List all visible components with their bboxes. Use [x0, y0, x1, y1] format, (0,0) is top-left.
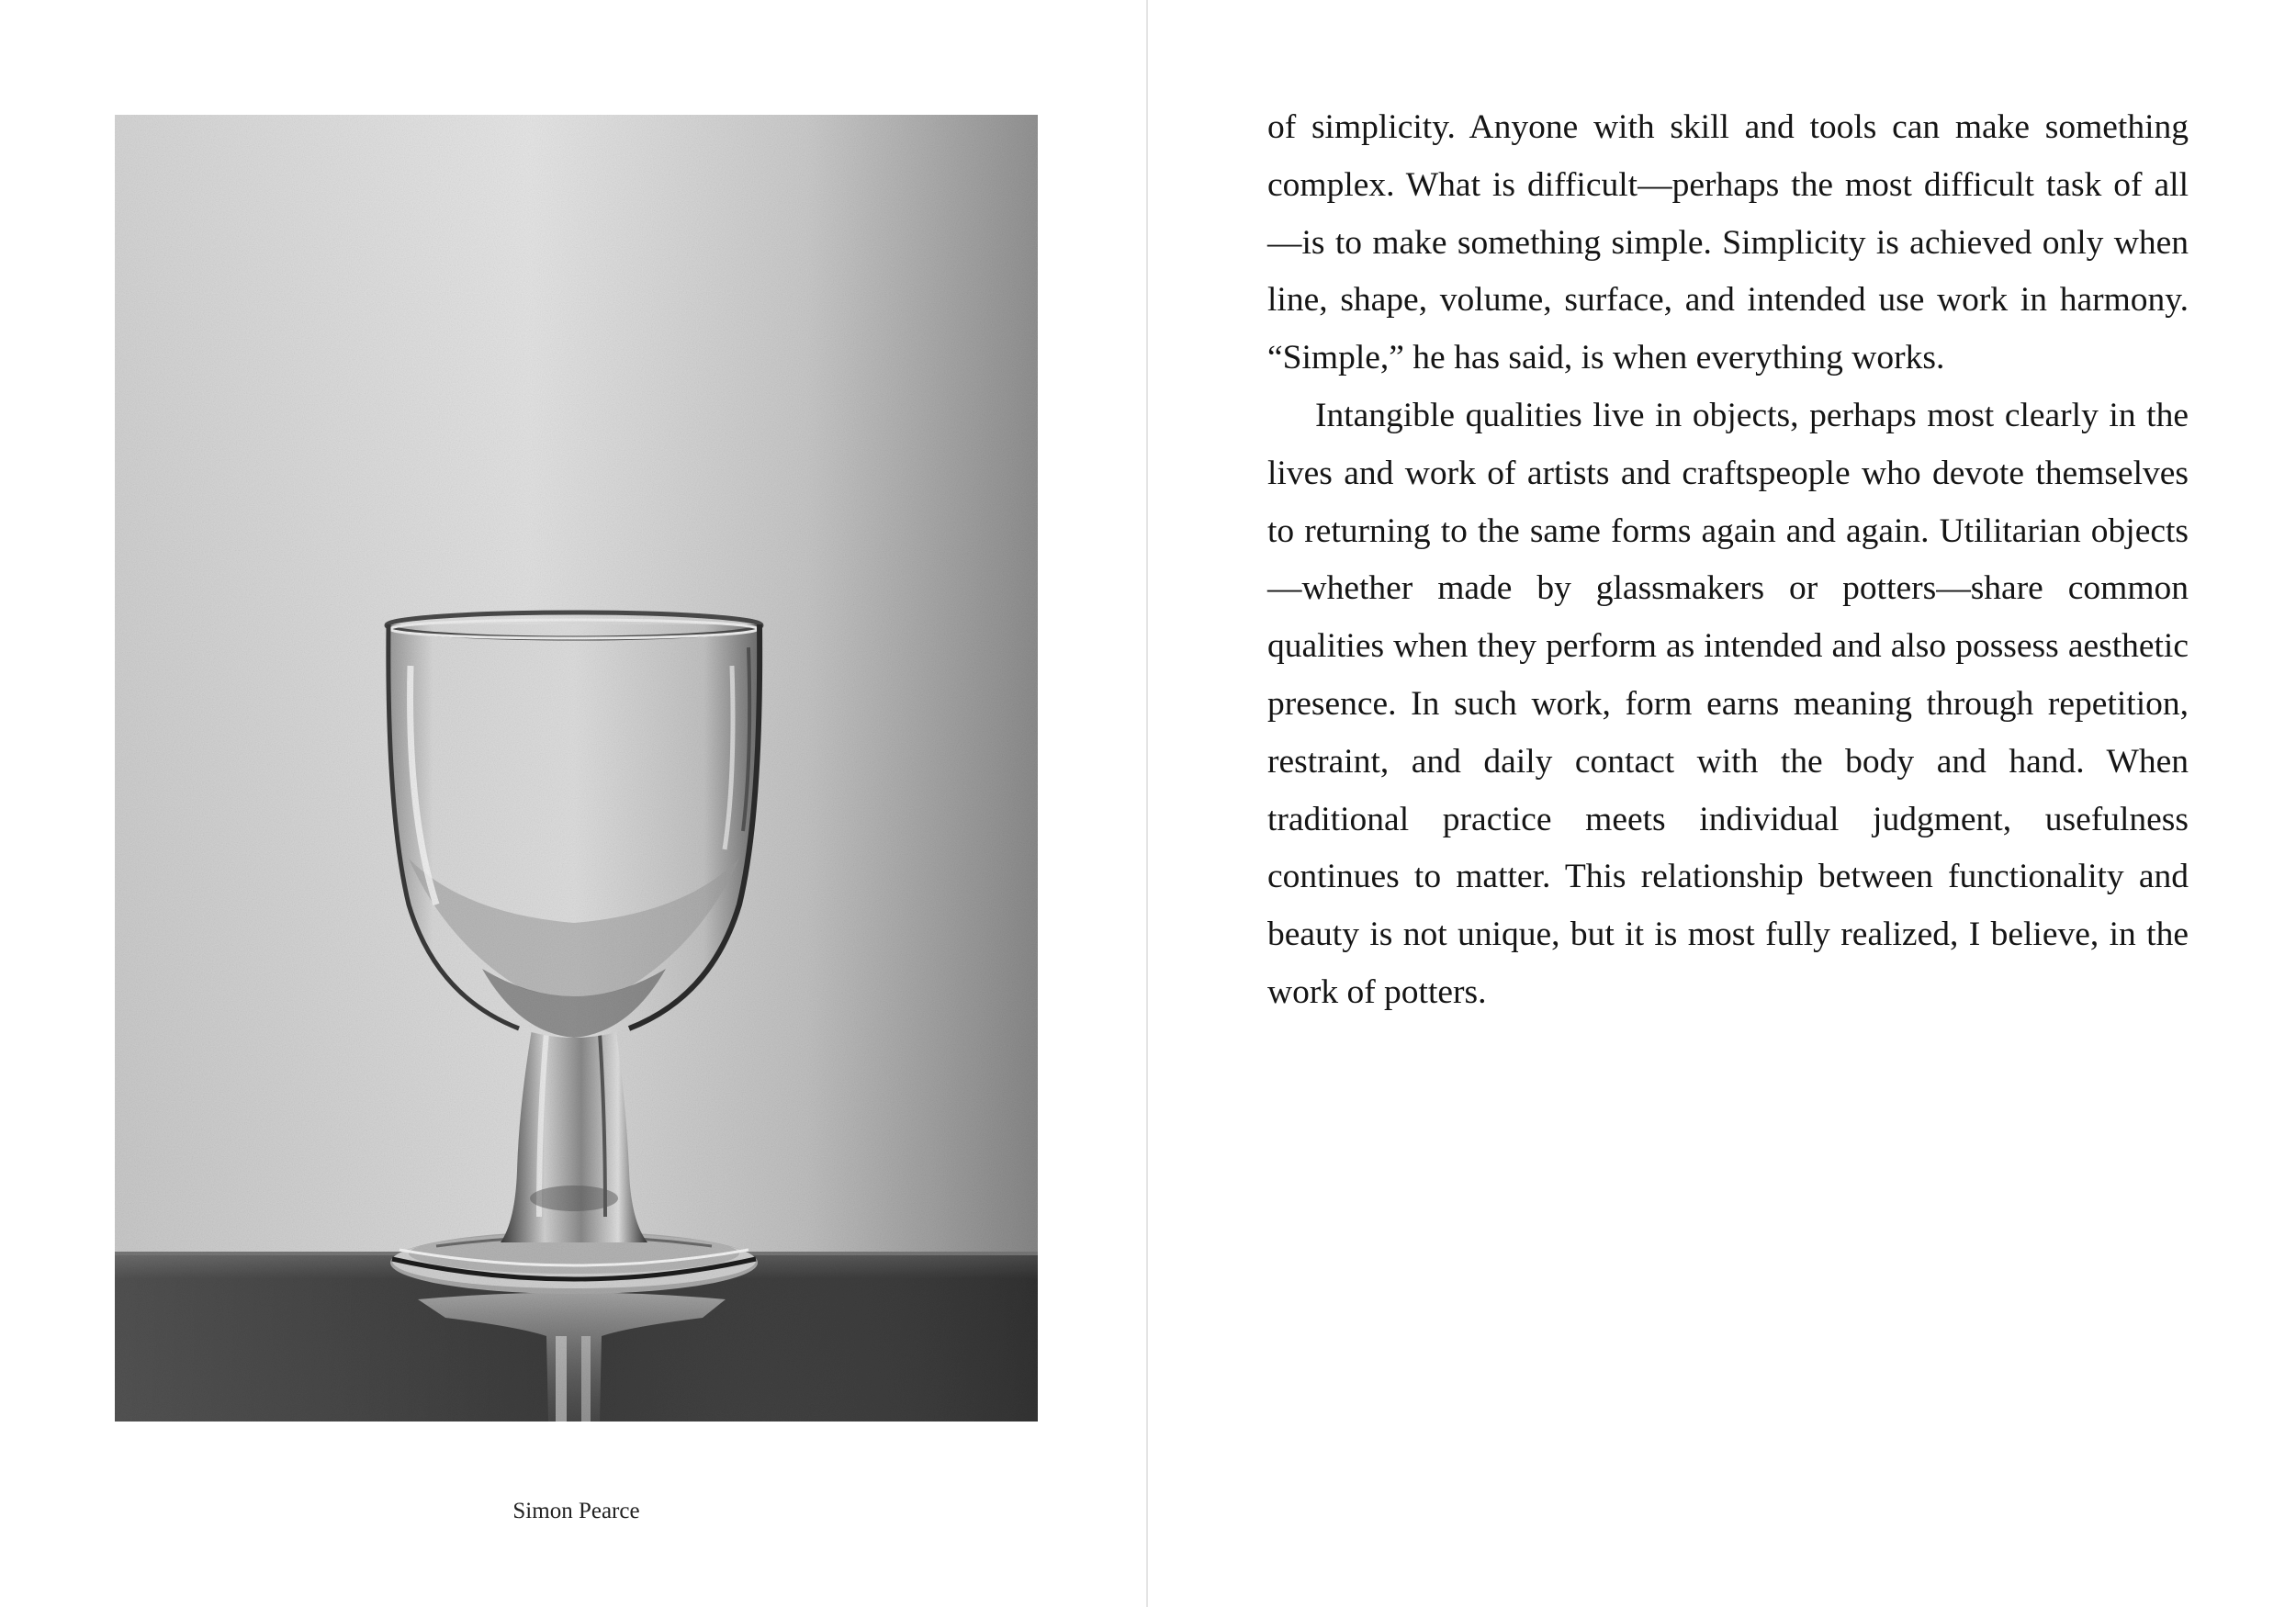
glass-goblet-photo	[115, 115, 1038, 1422]
right-page	[1148, 0, 2296, 1607]
body-text	[1267, 99, 2189, 1022]
paragraph: Intangible qualities live in objects, perhaps most clearly in the lives and work of artists and craftspeople who devote themselves to returning to the same forms again and again. Utilitarian objects—whether made by glassmakers or potters—share common qualities when they perform as intended and also possess aesthetic presence. In such work, form earns meaning through repetition, restraint, and daily contact with the body and hand. When traditional practice meets individual judgment, usefulness continues to matter. This relationship between functionality and beauty is not unique, but it is most fully realized, I believe, in the work of potters.	[1267, 396, 2189, 1011]
paragraph-continued: of simplicity. Anyone with skill and tools can make something complex. What is difficult—perhaps the most difficult task of all—is to make something simple. Simplicity is achieved only when line, shape, volume, surface, and intended use work in harmony. “Simple,” he has said, is when everything works.	[1267, 108, 2189, 377]
photo-caption: Simon Pearce	[512, 1499, 640, 1523]
goblet-image-icon	[115, 115, 1038, 1422]
